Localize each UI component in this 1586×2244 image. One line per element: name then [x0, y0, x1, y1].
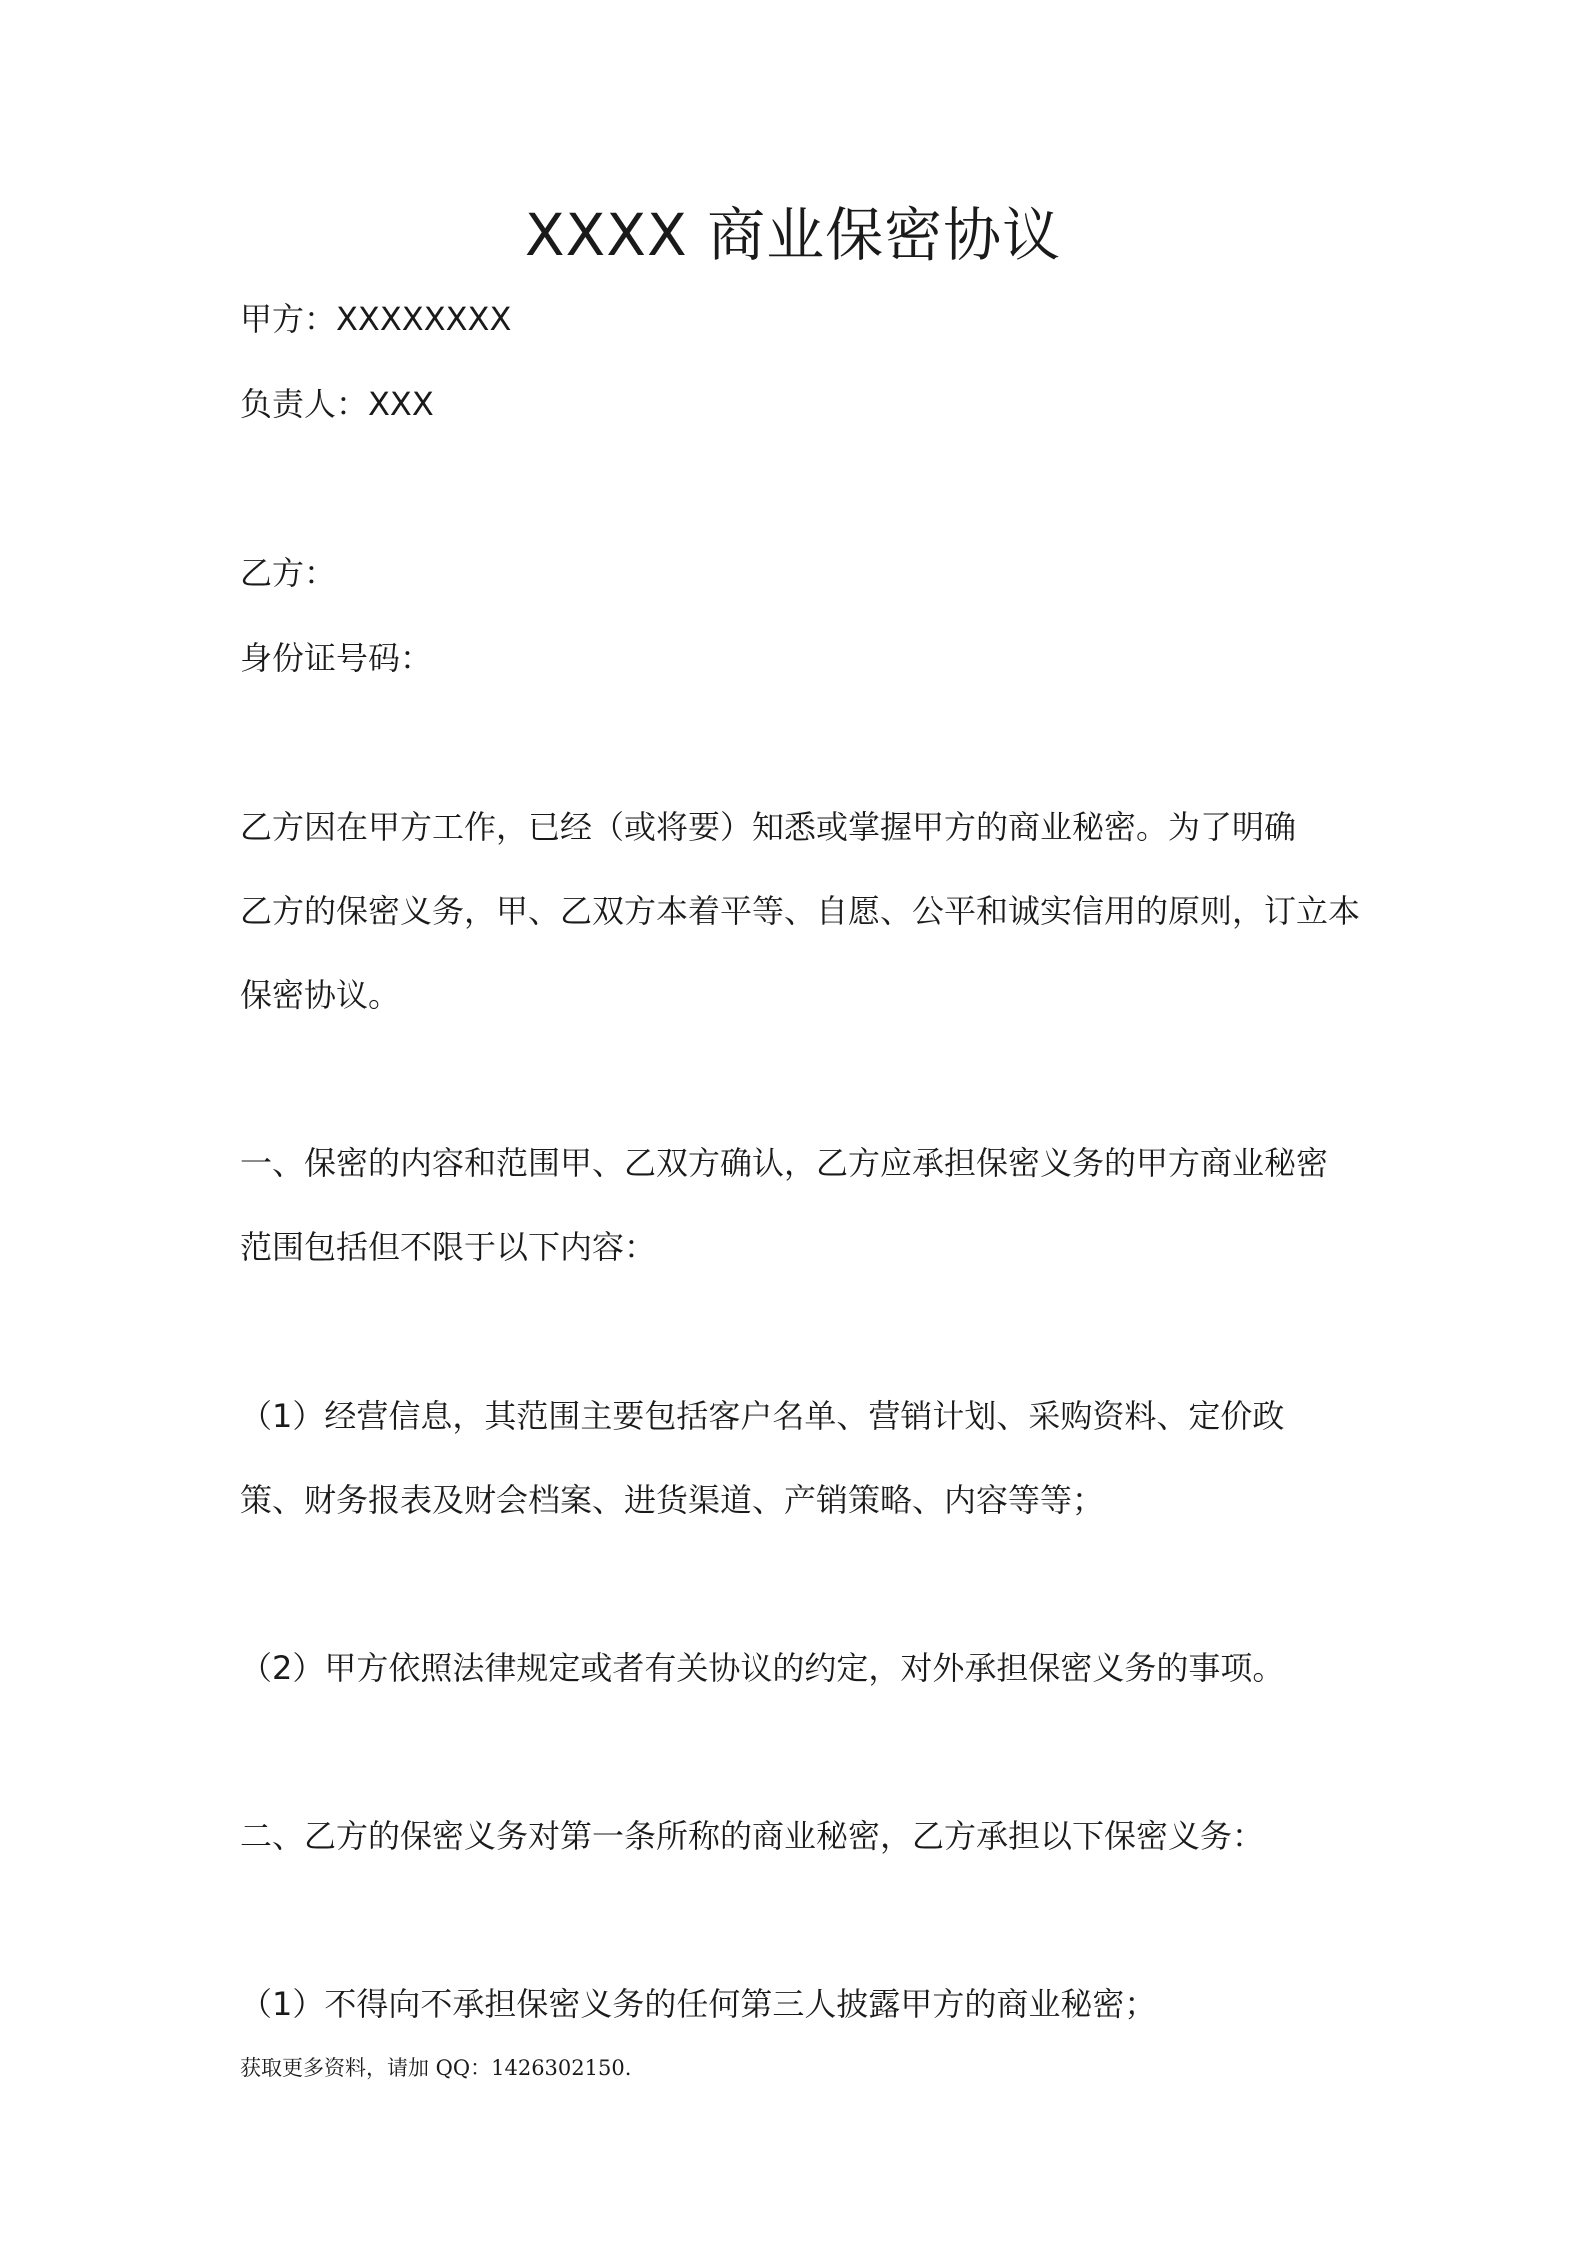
section-1-item-1: 策、财务报表及财会档案、进货渠道、产销策略、内容等等； — [240, 1481, 1105, 1519]
section-1-item-2: （2）甲方依照法律规定或者有关协议的约定，对外承担保密义务的事项。 — [240, 1649, 1285, 1687]
section-1-item-1: （1）经营信息，其范围主要包括客户名单、营销计划、采购资料、定价政 — [240, 1397, 1285, 1435]
section-2-item-1: （1）不得向不承担保密义务的任何第三人披露甲方的商业秘密； — [240, 1985, 1157, 2023]
section-1-heading: 一、保密的内容和范围甲、乙双方确认，乙方应承担保密义务的甲方商业秘密 — [240, 1144, 1329, 1182]
document-title: XXXX 商业保密协议 — [524, 201, 1062, 269]
intro-line: 保密协议。 — [240, 976, 401, 1014]
id-number-line: 身份证号码： — [240, 639, 433, 677]
intro-line: 乙方的保密义务，甲、乙双方本着平等、自愿、公平和诚实信用的原则，订立本 — [240, 892, 1361, 930]
footer-note: 获取更多资料，请加 QQ：1426302150. — [240, 2056, 632, 2080]
section-2-heading: 二、乙方的保密义务对第一条所称的商业秘密，乙方承担以下保密义务： — [240, 1817, 1265, 1855]
intro-line: 乙方因在甲方工作，已经（或将要）知悉或掌握甲方的商业秘密。为了明确 — [240, 808, 1297, 846]
party-a-line: 甲方：XXXXXXXX — [240, 300, 512, 338]
section-1-heading: 范围包括但不限于以下内容： — [240, 1228, 657, 1266]
party-b-line: 乙方： — [240, 554, 337, 592]
responsible-person-line: 负责人：XXX — [240, 385, 434, 423]
